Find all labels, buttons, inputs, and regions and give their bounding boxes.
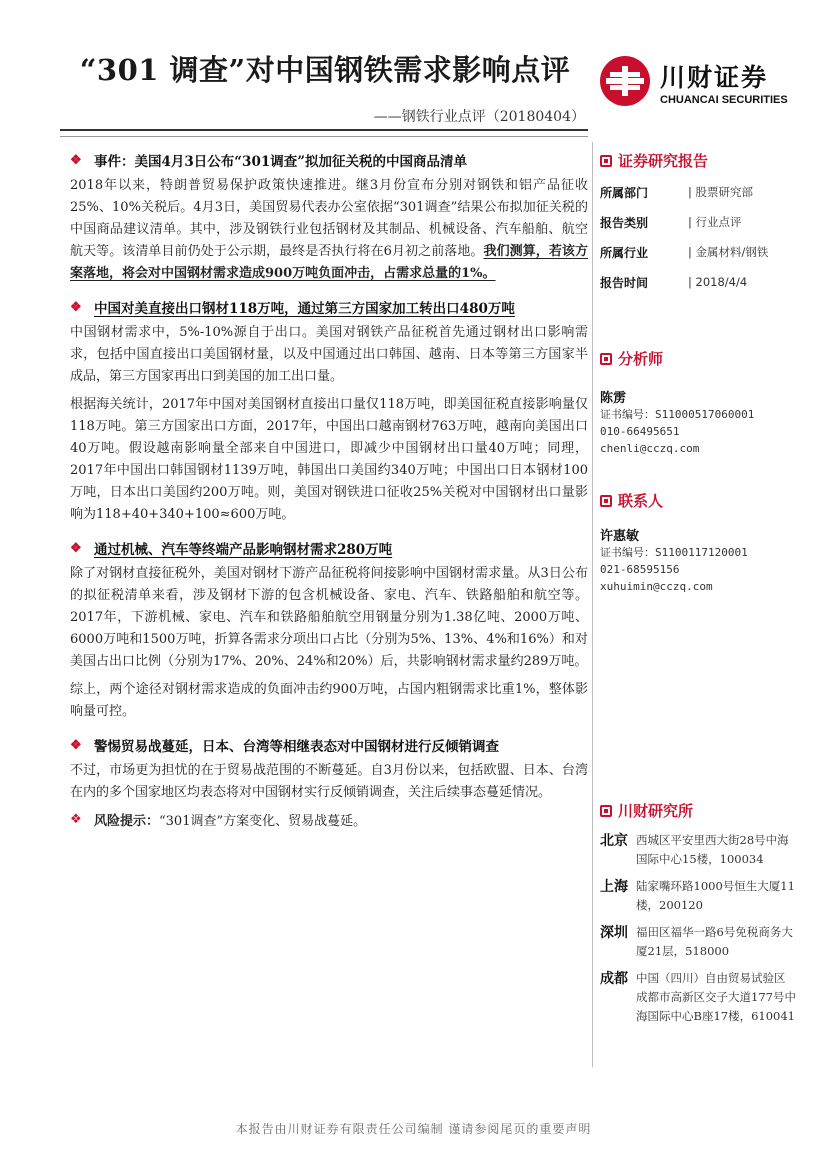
section-heading-text: 事件：美国4月3日公布“301调查”拟加征关税的中国商品清单	[94, 154, 467, 170]
analyst-name: 陈雳	[600, 391, 627, 406]
analyst-heading-text: 分析师	[618, 350, 664, 368]
section-heading-text: 通过机械、汽车等终端产品影响钢材需求280万吨	[94, 542, 393, 558]
section-heading-text: 警惕贸易战蔓延，日本、台湾等相继表态对中国钢材进行反倾销调查	[94, 739, 499, 755]
diamond-bullet-icon: ❖	[70, 152, 82, 168]
logo-english: CHUANCAI SECURITIES	[660, 94, 788, 106]
contact-email[interactable]: xuhuimin@cczq.com	[600, 580, 713, 593]
section-square-icon	[600, 353, 612, 365]
contact-name: 许惠敏	[600, 529, 640, 544]
diamond-bullet-icon: ❖	[70, 812, 82, 827]
meta-row	[600, 237, 800, 267]
meta-value: | 行业点评	[688, 215, 742, 229]
column-divider	[592, 142, 593, 1067]
header-rule-thin	[60, 136, 588, 137]
analyst-cert: 证书编号：S1100051706​0001	[600, 408, 755, 421]
institute-heading	[600, 800, 800, 821]
section-heading	[70, 150, 588, 170]
office-row	[600, 923, 800, 961]
analyst-panel	[600, 348, 800, 457]
paragraph: 除了对钢材直接征税外，美国对钢材下游产品征税将间接影响中国钢材需求量。从3日公布的拟征税清单来看，涉及钢材下游的包含机械设备、家电、汽车、铁路船舶和航空等。2017年，下游机械、家电、汽车和铁路船舶航空用钢量分别为1.38亿吨、2000万吨、6000万吨和1500万吨，折算各需求分项出口占比（分别为5%、13%、4%和16%）和对美国占出口比例（分别为17%、20%、24%和20%）后，共影响钢材需求量约289万吨。	[70, 566, 588, 669]
section-heading	[70, 297, 588, 317]
meta-key: 所属行业	[600, 245, 649, 260]
analyst-heading	[600, 348, 800, 369]
page-subtitle: ——钢铁行业点评（20180404）	[373, 109, 585, 125]
meta-value: | 金属材料/钢铁	[688, 245, 769, 259]
page-title: “301 调查”对中国钢铁需求影响点评	[79, 53, 571, 87]
analyst-email[interactable]: chenli@cczq.com	[600, 442, 700, 455]
section-heading	[70, 735, 588, 755]
paragraph: 根据海关统计，2017年中国对美国钢材直接出口量仅118万吨，即美国征税直接影响量仅118万吨。第三方国家出口方面，2017年，中国出口越南钢材763万吨，越南向美国出口40万吨。假设越南影响量全部来自中国进口，即减少中国钢材出口量40万吨；同理，2017年中国出口韩国钢材1139万吨，韩国出口美国约340万吨；中国出口日本钢材100万吨，日本出口美国约200万吨。则，美国对钢铁进口征收25%关税对中国钢材出口量影响为118+40+340+100≈600万吨。	[70, 397, 588, 522]
office-row	[600, 969, 800, 1026]
office-address: 西城区平安里西大街28号中海国际中心15楼，100034	[636, 833, 789, 866]
diamond-bullet-icon: ❖	[70, 737, 82, 753]
meta-value: | 股票研究部	[688, 185, 754, 199]
office-city: 成都	[600, 971, 628, 987]
analyst-phone: 010-66495651	[600, 425, 680, 438]
contact-heading	[600, 490, 800, 511]
contact-panel	[600, 490, 800, 595]
section-heading	[70, 538, 588, 558]
paragraph: 中国钢材需求中，5%-10%源自于出口。美国对钢铁产品征税首先通过钢材出口影响需求，包括中国直接出口美国钢材量，以及中国通过出口韩国、越南、日本等第三方国家半成品，第三方国家再出口到美国的加工出口量。	[70, 325, 588, 384]
office-address: 中国（四川）自由贸易试验区成都市高新区交子大道177号中海国际中心B座17楼，610041	[636, 971, 796, 1023]
paragraph: 不过，市场更为担忧的在于贸易战范围的不断蔓延。自3月份以来，包括欧盟、日本、台湾在内的多个国家地区均表态将对中国钢材实行反倾销调查，关注后续事态蔓延情况。	[70, 763, 588, 800]
office-address: 福田区福华一路6号免税商务大厦21层，518000	[636, 925, 793, 958]
meta-row	[600, 267, 800, 297]
main-content	[70, 150, 588, 829]
section-square-icon	[600, 495, 612, 507]
report-heading-text: 证券研究报告	[618, 152, 709, 170]
office-address: 陆家嘴环路1000号恒生大厦11楼，200120	[636, 879, 795, 912]
diamond-bullet-icon: ❖	[70, 299, 82, 315]
section-heading-text: 中国对美直接出口钢材118万吨，通过第三方国家加工转出口480万吨	[94, 301, 515, 317]
office-row	[600, 831, 800, 869]
diamond-bullet-icon: ❖	[70, 540, 82, 556]
office-city: 北京	[600, 833, 628, 849]
section-square-icon	[600, 805, 612, 817]
company-logo	[598, 52, 798, 112]
meta-value: | 2018/4/4	[688, 275, 748, 289]
contact-cert: 证书编号：S1100117120001	[600, 546, 748, 559]
paragraph	[70, 175, 588, 285]
report-meta-panel	[600, 150, 800, 297]
meta-key: 报告时间	[600, 275, 649, 290]
office-city: 上海	[600, 879, 628, 895]
report-heading	[600, 150, 800, 171]
institute-heading-text: 川财研究所	[618, 802, 694, 820]
logo-name: 川财证券	[660, 63, 769, 92]
paragraph-text: 2018年以来，特朗普贸易保护政策快速推进。继3月份宣布分别对钢铁和铝产品征收25%、10%关税后。4月3日，美国贸易代表办公室依据“301调查”结果公布拟加征关税的中国商品建议清单。其中，涉及钢铁行业包括钢材及其制品、机械设备、汽车船舶、航空航天等。该清单目前仍处于公示期，最终是否执行将在6月初之前落地。	[70, 178, 588, 259]
office-row	[600, 877, 800, 915]
contact-heading-text: 联系人	[618, 492, 664, 510]
header-rule	[60, 129, 588, 131]
paragraph: 综上，两个途径对钢材需求造成的负面冲击约900万吨，占国内粗钢需求比重1%，整体影响量可控。	[70, 682, 588, 719]
risk-notice	[70, 810, 588, 829]
section-square-icon	[600, 155, 612, 167]
meta-row	[600, 177, 800, 207]
risk-text: “301调查”方案变化、贸易战蔓延。	[159, 814, 367, 829]
contact-phone: 021-68595156	[600, 563, 680, 576]
meta-key: 报告类别	[600, 215, 649, 230]
institute-panel	[600, 800, 800, 1034]
paragraph-emphasis: 我们测算，若该方案落地，将会对中国钢材需求造成900万吨负面冲击，占需求总量的1%。	[70, 244, 588, 281]
meta-row	[600, 207, 800, 237]
meta-key: 所属部门	[600, 185, 649, 200]
office-city: 深圳	[600, 925, 628, 941]
risk-label: 风险提示：	[94, 814, 160, 829]
logo-mark-icon	[600, 56, 650, 106]
page-footer: 本报告由川财证券有限责任公司编制 谨请参阅尾页的重要声明	[235, 1122, 592, 1136]
